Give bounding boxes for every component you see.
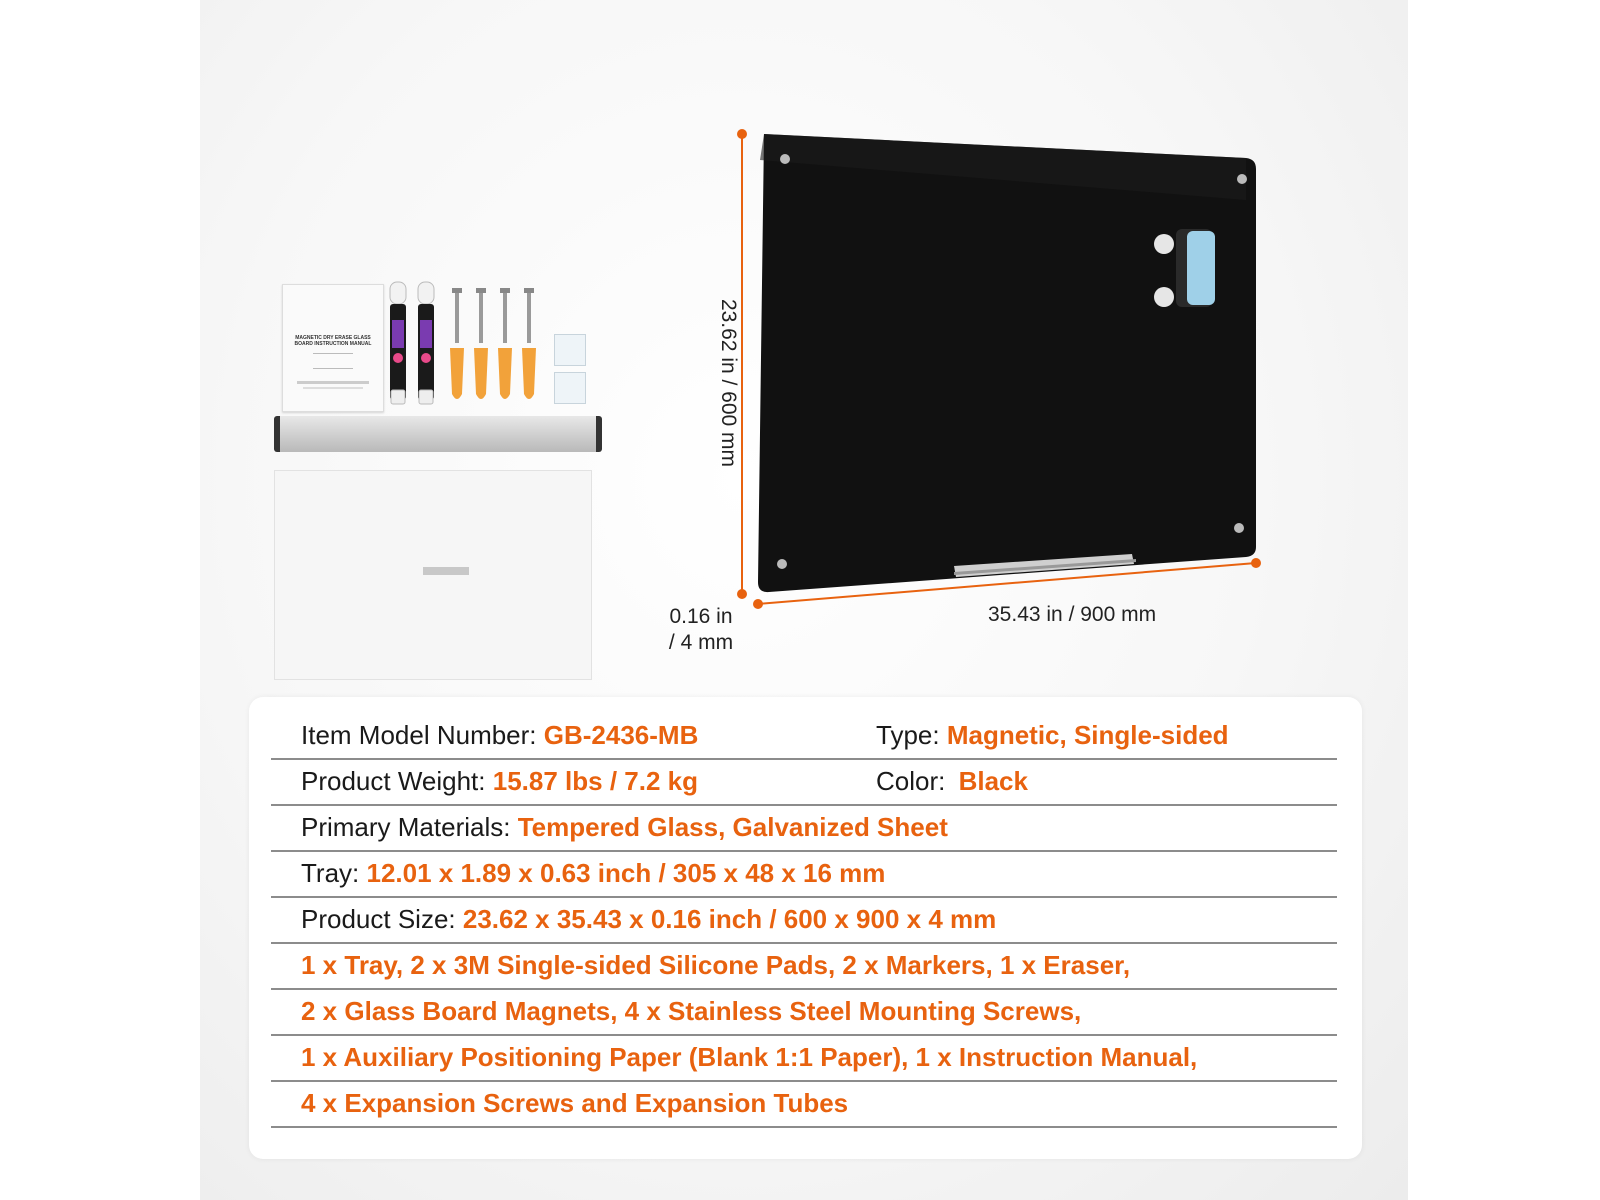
tray-value: 12.01 x 1.89 x 0.63 inch / 305 x 48 x 16 mm bbox=[366, 858, 886, 888]
spec-row bbox=[271, 804, 1337, 852]
type-value: Magnetic, Single-sided bbox=[946, 720, 1229, 750]
model-number-label: Item Model Number: bbox=[301, 720, 537, 750]
product-size-label: Product Size: bbox=[301, 904, 456, 934]
package-row bbox=[271, 988, 1337, 1036]
manual-title-text: MAGNETIC DRY ERASE GLASS BOARD INSTRUCTION MANUAL bbox=[294, 335, 372, 347]
package-row bbox=[271, 942, 1337, 990]
type-label: Type: bbox=[876, 720, 940, 750]
thickness-dimension-label bbox=[656, 604, 746, 656]
product-size-value: 23.62 x 35.43 x 0.16 inch / 600 x 900 x 4 mm bbox=[462, 904, 997, 934]
color-value: Black bbox=[958, 766, 1028, 796]
width-dimension-label: 35.43 in / 900 mm bbox=[988, 603, 1157, 626]
package-row bbox=[271, 1080, 1337, 1128]
materials-value: Tempered Glass, Galvanized Sheet bbox=[517, 812, 948, 842]
spec-row bbox=[271, 712, 1337, 760]
weight-label: Product Weight: bbox=[301, 766, 486, 796]
package-line: 4 x Expansion Screws and Expansion Tubes bbox=[301, 1088, 849, 1118]
spec-row bbox=[271, 758, 1337, 806]
package-line: 2 x Glass Board Magnets, 4 x Stainless Steel Mounting Screws, bbox=[301, 996, 1082, 1026]
weight-value: 15.87 lbs / 7.2 kg bbox=[492, 766, 698, 796]
thickness-inch-text: 0.16 in bbox=[669, 605, 733, 628]
magnet-icon bbox=[1154, 287, 1174, 307]
spec-row bbox=[271, 896, 1337, 944]
height-dimension-label: 23.62 in / 600 mm bbox=[717, 298, 740, 468]
color-label: Color: bbox=[876, 766, 946, 796]
model-number-value: GB-2436-MB bbox=[543, 720, 699, 750]
package-row bbox=[271, 1034, 1337, 1082]
package-line: 1 x Auxiliary Positioning Paper (Blank 1:1 Paper), 1 x Instruction Manual, bbox=[301, 1042, 1198, 1072]
eraser-icon bbox=[1176, 229, 1215, 307]
tray-label: Tray: bbox=[301, 858, 360, 888]
thickness-mm-text: / 4 mm bbox=[668, 631, 734, 654]
magnet-icon bbox=[1154, 234, 1174, 254]
materials-label: Primary Materials: bbox=[301, 812, 511, 842]
spec-row bbox=[271, 850, 1337, 898]
package-line: 1 x Tray, 2 x 3M Single-sided Silicone Pads, 2 x Markers, 1 x Eraser, bbox=[301, 950, 1131, 980]
